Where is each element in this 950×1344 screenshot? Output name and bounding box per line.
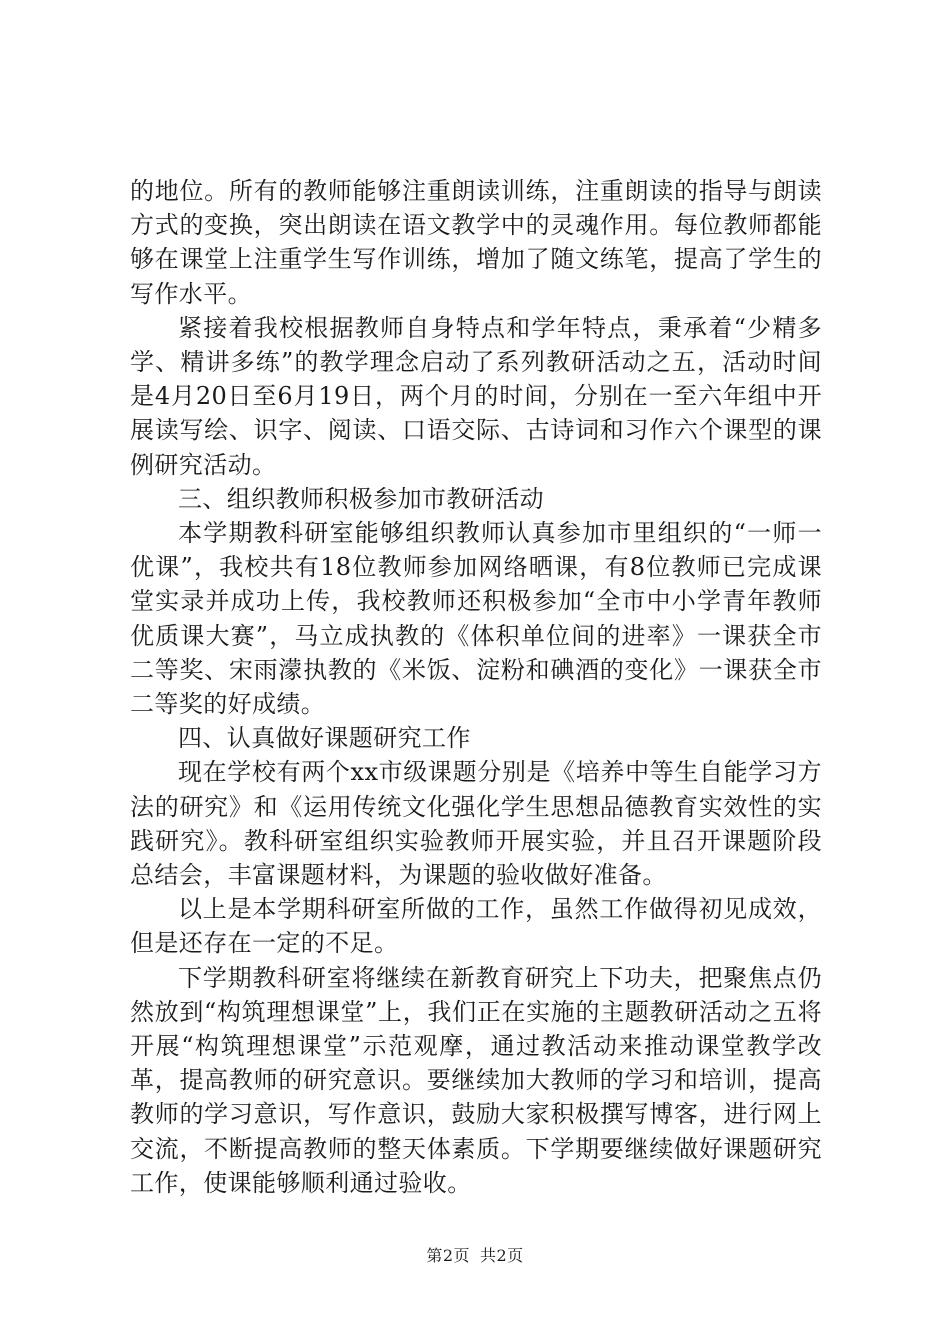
section-heading-3: 三、组织教师积极参加市教研活动	[178, 484, 544, 513]
paragraph-continuation: 的地位。所有的教师能够注重朗读训练，注重朗读的指导与朗读方式的变换，突出朗读在语文教学中的灵魂作用。每位教师都能够在课堂上注重学生写作训练，增加了随文练笔，提高了学生的写作水平。	[130, 177, 822, 308]
paragraph-research-projects: 现在学校有两个xx市级课题分别是《培养中等生自能学习方法的研究》和《运用传统文化强化学生思想品德教育实效性的实践研究》。教科研室组织实验教师开展实验，并且召开课题阶段总结会，丰富课题材料，为课题的验收做好准备。	[130, 758, 822, 890]
section-heading-4: 四、认真做好课题研究工作	[178, 724, 471, 753]
paragraph-summary: 以上是本学期科研室所做的工作，虽然工作做得初见成效，但是还存在一定的不足。	[130, 895, 822, 958]
total-pages: 共2页	[480, 1246, 524, 1265]
paragraph-teaching-activity: 紧接着我校根据教师自身特点和学年特点，秉承着“少精多学、精讲多练”的教学理念启动了系列教研活动之五，活动时间是4月20日至6月19日，两个月的时间，分别在一至六年组中开展读写绘、识字、阅读、口语交际、古诗词和习作六个课型的课例研究活动。	[130, 313, 822, 479]
document-body	[130, 174, 822, 1200]
paragraph-city-activities: 本学期教科研室能够组织教师认真参加市里组织的“一师一优课”，我校共有18位教师参加网络晒课，有8位教师已完成课堂实录并成功上传，我校教师还积极参加“全市中小学青年教师优质课大赛”，马立成执教的《体积单位间的进率》一课获全市二等奖、宋雨濛执教的《米饭、淀粉和碘酒的变化》一课获全市二等奖的好成绩。	[130, 519, 822, 719]
page-number: 第2页	[426, 1246, 470, 1265]
paragraph-next-semester: 下学期教科研室将继续在新教育研究上下功夫，把聚焦点仍然放到“构筑理想课堂”上，我们正在实施的主题教研活动之五将开展“构筑理想课堂”示范观摩，通过教活动来推动课堂教学改革，提高教师的研究意识。要继续加大教师的学习和培训，提高教师的学习意识，写作意识，鼓励大家积极撰写博客，进行网上交流，不断提高教师的整天体素质。下学期要继续做好课题研究工作，使课能够顺利通过验收。	[130, 963, 822, 1197]
page-footer	[0, 1246, 950, 1266]
